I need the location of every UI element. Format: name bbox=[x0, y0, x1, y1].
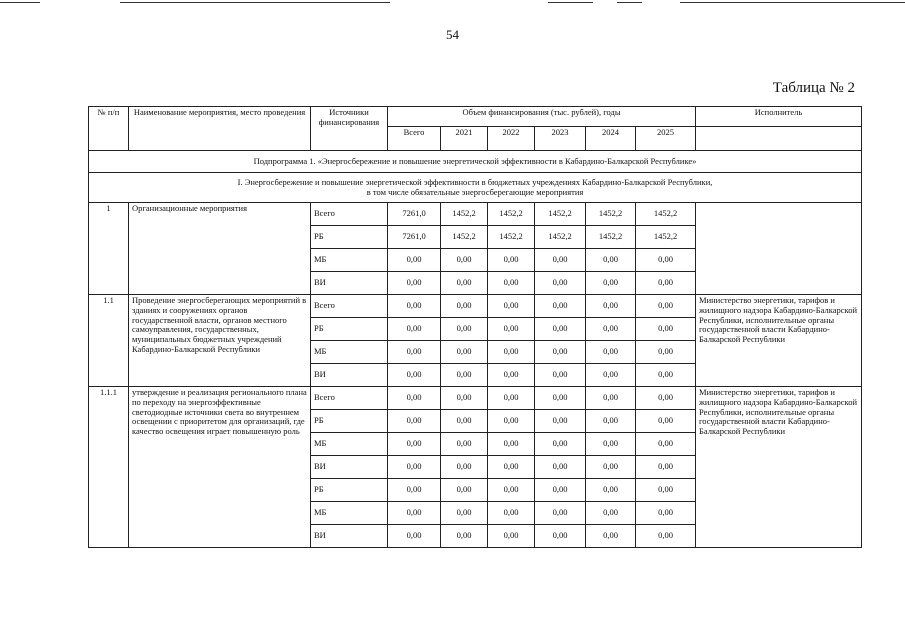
header-year: 2025 bbox=[636, 127, 696, 151]
amount-cell: 0,00 bbox=[535, 249, 586, 272]
amount-cell: 0,00 bbox=[535, 341, 586, 364]
funding-table bbox=[88, 106, 862, 548]
amount-cell: 0,00 bbox=[535, 410, 586, 433]
amount-cell: 0,00 bbox=[388, 525, 441, 548]
amount-cell: 1452,2 bbox=[535, 203, 586, 226]
amount-cell: 0,00 bbox=[535, 364, 586, 387]
amount-cell: 0,00 bbox=[636, 387, 696, 410]
amount-cell: 0,00 bbox=[441, 387, 488, 410]
funding-source: МБ bbox=[311, 502, 388, 525]
funding-source: ВИ bbox=[311, 272, 388, 295]
amount-cell: 1452,2 bbox=[535, 226, 586, 249]
amount-cell: 1452,2 bbox=[586, 226, 636, 249]
amount-cell: 0,00 bbox=[488, 502, 535, 525]
table-row bbox=[89, 387, 862, 410]
amount-cell: 0,00 bbox=[488, 410, 535, 433]
funding-source: Всего bbox=[311, 387, 388, 410]
amount-cell: 0,00 bbox=[535, 295, 586, 318]
activity-name: Проведение энергосберегающих мероприятий в зданиях и сооружениях органов государственной власти, органов местного самоуправления, государственных, муниципальных бюджетных учреждений Кабардино-Балкарской Республики bbox=[129, 295, 311, 387]
amount-cell: 1452,2 bbox=[586, 203, 636, 226]
amount-cell: 0,00 bbox=[535, 433, 586, 456]
table-row bbox=[89, 295, 862, 318]
amount-cell: 0,00 bbox=[441, 341, 488, 364]
row-number: 1.1.1 bbox=[89, 387, 129, 548]
amount-cell: 0,00 bbox=[441, 272, 488, 295]
header-total: Всего bbox=[388, 127, 441, 151]
amount-cell: 1452,2 bbox=[488, 226, 535, 249]
activity-name: Организационные мероприятия bbox=[129, 203, 311, 295]
amount-cell: 0,00 bbox=[388, 433, 441, 456]
amount-cell: 1452,2 bbox=[488, 203, 535, 226]
funding-source: Всего bbox=[311, 203, 388, 226]
amount-cell: 7261,0 bbox=[388, 203, 441, 226]
header-source: Источники финансирования bbox=[311, 107, 388, 151]
row-number: 1.1 bbox=[89, 295, 129, 387]
amount-cell: 0,00 bbox=[488, 272, 535, 295]
header-executor: Исполнитель bbox=[696, 107, 862, 127]
funding-source: ВИ bbox=[311, 364, 388, 387]
amount-cell: 0,00 bbox=[488, 456, 535, 479]
amount-cell: 0,00 bbox=[441, 433, 488, 456]
header-year: 2022 bbox=[488, 127, 535, 151]
activity-name: утверждение и реализация регионального плана по переходу на энергоэффективные светодиодные источники света во внутреннем освещении с приоритетом для организаций, где качество освещения играет повышенную роль bbox=[129, 387, 311, 548]
amount-cell: 0,00 bbox=[441, 410, 488, 433]
top-rule bbox=[680, 2, 905, 3]
amount-cell: 0,00 bbox=[636, 341, 696, 364]
amount-cell: 0,00 bbox=[388, 456, 441, 479]
amount-cell: 0,00 bbox=[636, 272, 696, 295]
subprogram-title: Подпрограмма 1. «Энергосбережение и повышение энергетической эффективности в Кабардино-Балкарской Республике» bbox=[89, 151, 862, 173]
amount-cell: 0,00 bbox=[488, 433, 535, 456]
amount-cell: 0,00 bbox=[636, 318, 696, 341]
page-number: 54 bbox=[446, 27, 459, 42]
amount-cell: 0,00 bbox=[441, 249, 488, 272]
amount-cell: 0,00 bbox=[636, 502, 696, 525]
amount-cell: 0,00 bbox=[488, 295, 535, 318]
amount-cell: 0,00 bbox=[388, 364, 441, 387]
amount-cell: 0,00 bbox=[586, 318, 636, 341]
funding-source: МБ bbox=[311, 341, 388, 364]
amount-cell: 0,00 bbox=[388, 387, 441, 410]
amount-cell: 0,00 bbox=[586, 525, 636, 548]
amount-cell: 0,00 bbox=[636, 249, 696, 272]
amount-cell: 0,00 bbox=[535, 318, 586, 341]
amount-cell: 0,00 bbox=[441, 456, 488, 479]
amount-cell: 0,00 bbox=[636, 456, 696, 479]
amount-cell: 0,00 bbox=[586, 364, 636, 387]
amount-cell: 0,00 bbox=[441, 525, 488, 548]
amount-cell: 0,00 bbox=[586, 249, 636, 272]
amount-cell: 0,00 bbox=[388, 272, 441, 295]
header-num: № п/п bbox=[89, 107, 129, 151]
amount-cell: 0,00 bbox=[586, 479, 636, 502]
header-year: 2021 bbox=[441, 127, 488, 151]
amount-cell: 1452,2 bbox=[441, 226, 488, 249]
funding-source: ВИ bbox=[311, 525, 388, 548]
amount-cell: 0,00 bbox=[586, 272, 636, 295]
funding-source: РБ bbox=[311, 226, 388, 249]
executor: Министерство энергетики, тарифов и жилищного надзора Кабардино-Балкарской Республики, исполнительные органы государственной власти Кабардино-Балкарской Республики bbox=[696, 295, 862, 387]
amount-cell: 0,00 bbox=[535, 525, 586, 548]
amount-cell: 0,00 bbox=[586, 502, 636, 525]
amount-cell: 0,00 bbox=[388, 410, 441, 433]
amount-cell: 0,00 bbox=[636, 433, 696, 456]
amount-cell: 0,00 bbox=[441, 318, 488, 341]
amount-cell: 0,00 bbox=[535, 479, 586, 502]
executor: Министерство энергетики, тарифов и жилищного надзора Кабардино-Балкарской Республики, исполнительные органы государственной власти Кабардино-Балкарской Республики bbox=[696, 387, 862, 548]
funding-source: РБ bbox=[311, 410, 388, 433]
amount-cell: 0,00 bbox=[586, 295, 636, 318]
amount-cell: 0,00 bbox=[388, 318, 441, 341]
top-rule bbox=[617, 2, 642, 3]
amount-cell: 0,00 bbox=[586, 341, 636, 364]
header-executor-blank bbox=[696, 127, 862, 151]
amount-cell: 0,00 bbox=[586, 433, 636, 456]
row-number: 1 bbox=[89, 203, 129, 295]
amount-cell: 1452,2 bbox=[636, 226, 696, 249]
amount-cell: 0,00 bbox=[488, 364, 535, 387]
funding-source: МБ bbox=[311, 433, 388, 456]
section-title-line2: в том числе обязательные энергосберегающие мероприятия bbox=[366, 186, 584, 197]
amount-cell: 0,00 bbox=[441, 364, 488, 387]
section-title bbox=[89, 173, 862, 203]
amount-cell: 0,00 bbox=[441, 295, 488, 318]
amount-cell: 0,00 bbox=[488, 249, 535, 272]
amount-cell: 0,00 bbox=[488, 341, 535, 364]
amount-cell: 0,00 bbox=[586, 387, 636, 410]
amount-cell: 0,00 bbox=[488, 479, 535, 502]
header-year: 2024 bbox=[586, 127, 636, 151]
table-row bbox=[89, 203, 862, 226]
amount-cell: 0,00 bbox=[636, 525, 696, 548]
amount-cell: 0,00 bbox=[388, 479, 441, 502]
amount-cell: 0,00 bbox=[535, 502, 586, 525]
funding-source: РБ bbox=[311, 479, 388, 502]
section-title-line1: I. Энергосбережение и повышение энергетической эффективности в бюджетных учреждениях Кабардино-Балкарской Республики, bbox=[237, 176, 713, 187]
amount-cell: 0,00 bbox=[636, 410, 696, 433]
amount-cell: 0,00 bbox=[586, 410, 636, 433]
amount-cell: 1452,2 bbox=[636, 203, 696, 226]
funding-source: МБ bbox=[311, 249, 388, 272]
amount-cell: 0,00 bbox=[535, 387, 586, 410]
amount-cell: 0,00 bbox=[488, 387, 535, 410]
amount-cell: 0,00 bbox=[636, 479, 696, 502]
header-name: Наименование мероприятия, место проведения bbox=[129, 107, 311, 151]
amount-cell: 0,00 bbox=[636, 295, 696, 318]
header-funding: Объем финансирования (тыс. рублей), годы bbox=[388, 107, 696, 127]
amount-cell: 0,00 bbox=[636, 364, 696, 387]
amount-cell: 0,00 bbox=[488, 525, 535, 548]
funding-source: Всего bbox=[311, 295, 388, 318]
amount-cell: 0,00 bbox=[535, 272, 586, 295]
amount-cell: 0,00 bbox=[388, 249, 441, 272]
amount-cell: 7261,0 bbox=[388, 226, 441, 249]
amount-cell: 0,00 bbox=[388, 502, 441, 525]
amount-cell: 0,00 bbox=[388, 295, 441, 318]
top-rule bbox=[0, 2, 40, 3]
funding-source: ВИ bbox=[311, 456, 388, 479]
amount-cell: 0,00 bbox=[488, 318, 535, 341]
executor bbox=[696, 203, 862, 295]
amount-cell: 0,00 bbox=[441, 502, 488, 525]
amount-cell: 1452,2 bbox=[441, 203, 488, 226]
top-rule bbox=[548, 2, 593, 3]
amount-cell: 0,00 bbox=[586, 456, 636, 479]
table-label: Таблица № 2 bbox=[772, 80, 855, 96]
amount-cell: 0,00 bbox=[441, 479, 488, 502]
amount-cell: 0,00 bbox=[388, 341, 441, 364]
header-year: 2023 bbox=[535, 127, 586, 151]
funding-source: РБ bbox=[311, 318, 388, 341]
top-rule bbox=[120, 2, 390, 3]
amount-cell: 0,00 bbox=[535, 456, 586, 479]
